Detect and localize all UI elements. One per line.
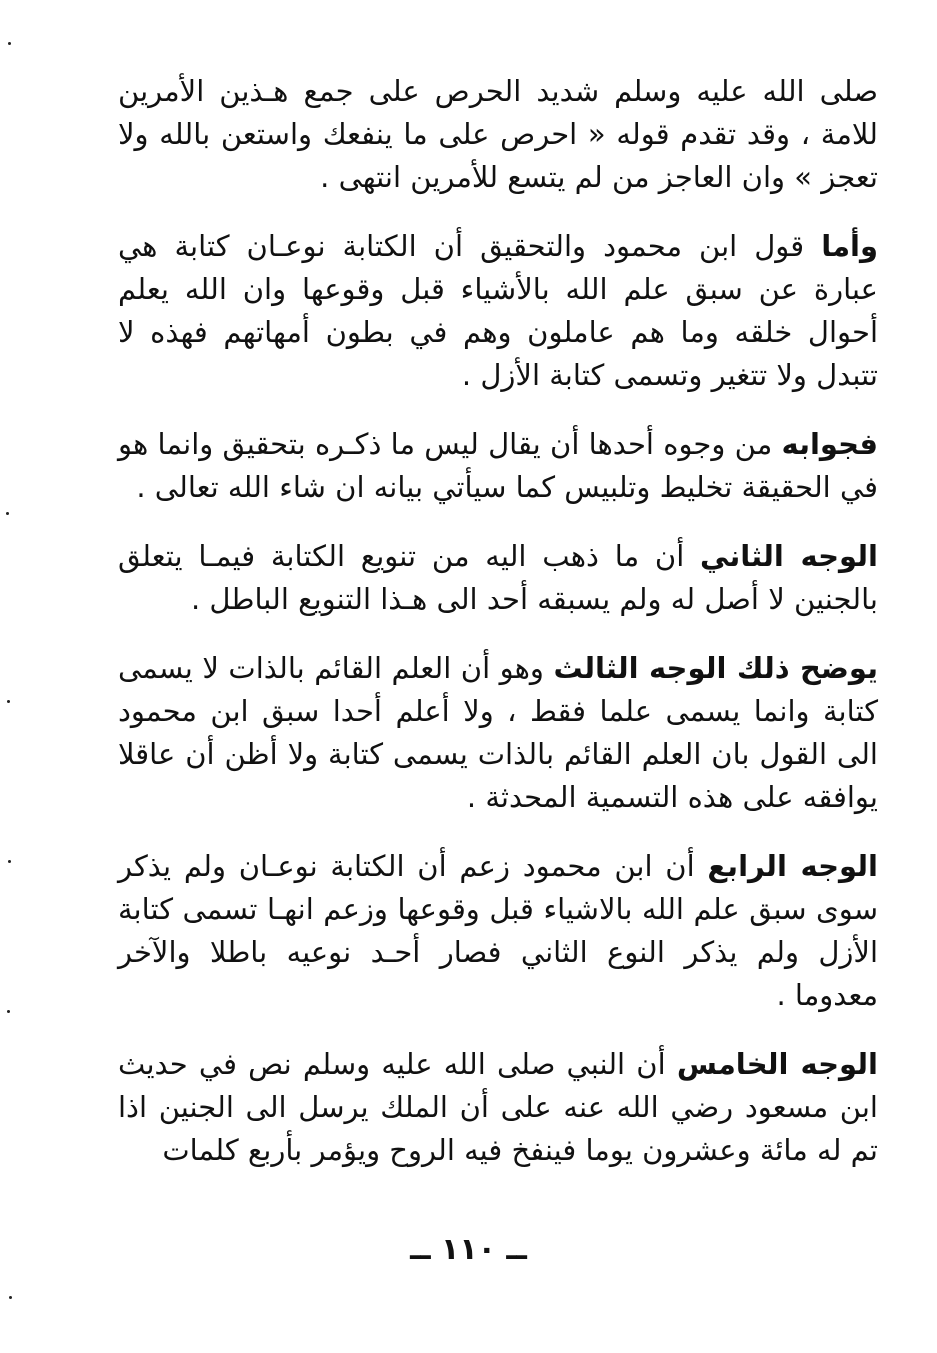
paragraph-3: [118, 423, 878, 509]
paragraph-2-lead: وأما: [821, 229, 878, 263]
scan-speck-left-2: [6, 512, 9, 515]
scan-speck-left-4: [8, 860, 11, 863]
scan-speck-left-3: [7, 700, 10, 703]
paragraph-5-lead: يوضح ذلك الوجه الثالث: [553, 651, 878, 685]
paragraph-1-text: صلى الله عليه وسلم شديد الحرص على جمع هـذين الأمرين للامة ، وقد تقدم قوله « احرص على ما ينفعك واستعن بالله ولا تعجز » وان العاجز من لم يتسع للأمرين انتهى .: [118, 74, 878, 194]
paragraph-6-lead: الوجه الرابع: [707, 849, 878, 883]
scan-speck-left-1: [8, 42, 11, 45]
scan-speck-left-5: [7, 1010, 10, 1013]
paragraph-2-text: قول ابن محمود والتحقيق أن الكتابة نوعـان كتابة هي عبارة عن سبق علم الله بالأشياء قبل وقوعها وان الله يعلم أحوال خلقه وما هم عاملون وهم في بطون أمهاتهم فهذه لا تتبدل ولا تتغير وتسمى كتابة الأزل .: [118, 229, 878, 392]
paragraph-5: [118, 647, 878, 819]
page-number: ــ ١١٠ ــ: [410, 1232, 527, 1267]
paragraph-6-text: أن ابن محمود زعم أن الكتابة نوعـان ولم يذكر سوى سبق علم الله بالاشياء قبل وقوعها وزعم انهـا تسمى كتابة الأزل ولم يذكر النوع الثاني فصار أحـد نوعيه باطلا والآخر معدوما .: [118, 849, 878, 1012]
paragraph-4: [118, 535, 878, 621]
paragraph-1: [118, 70, 878, 199]
paragraph-3-lead: فجوابه: [781, 427, 878, 461]
paragraph-2: [118, 225, 878, 397]
scan-speck-left-6: [9, 1296, 12, 1299]
paragraph-4-text: أن ما ذهب اليه من تنويع الكتابة فيمـا يتعلق بالجنين لا أصل له ولم يسبقه أحد الى هـذا التنويع الباطل .: [118, 539, 878, 616]
paragraph-7-lead: الوجه الخامس: [676, 1047, 878, 1081]
paragraph-7-text: أن النبي صلى الله عليه وسلم نص في حديث ابن مسعود رضي الله عنه على أن الملك يرسل الى الجنين اذا تم له مائة وعشرون يوما فينفخ فيه الروح ويؤمر بأربع كلمات: [118, 1047, 878, 1167]
paragraph-3-text: من وجوه أحدها أن يقال ليس ما ذكـره بتحقيق وانما هو في الحقيقة تخليط وتلبيس كما سيأتي بيانه ان شاء الله تعالى .: [118, 427, 878, 504]
paragraph-6: [118, 845, 878, 1017]
paragraph-7: [118, 1043, 878, 1172]
paragraph-4-lead: الوجه الثاني: [700, 539, 878, 573]
body-text: [118, 70, 878, 1198]
paragraph-5-text: وهو أن العلم القائم بالذات لا يسمى كتابة وانما يسمى علما فقط ، ولا أعلم أحدا سبق ابن محمود الى القول بان العلم القائم بالذات يسمى كتابة ولا أظن أن عاقلا يوافقه على هذه التسمية المحدثة .: [118, 651, 878, 814]
